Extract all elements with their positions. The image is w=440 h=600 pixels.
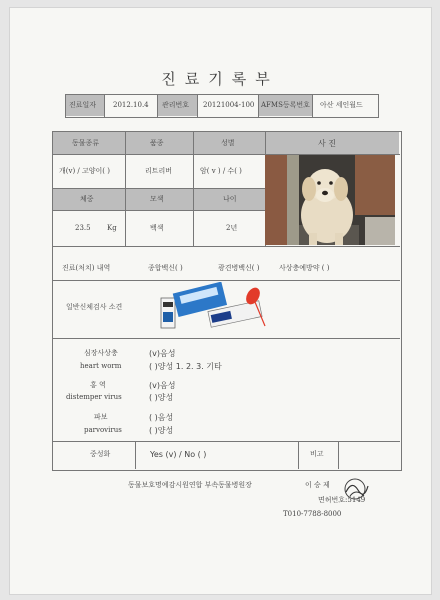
divider xyxy=(197,94,198,117)
rule xyxy=(52,280,400,281)
date-value: 2012.10.4 xyxy=(113,101,149,109)
issuer-name: 이 승 제 xyxy=(305,481,330,489)
remarks-label: 비고 xyxy=(310,450,324,458)
date-label: 진료일자 xyxy=(69,101,97,109)
divider xyxy=(157,94,158,117)
parvo-label-kr: 파보 xyxy=(94,413,108,421)
test-kit-image xyxy=(157,282,269,332)
divider xyxy=(193,131,194,246)
heartworm-label-kr: 심장사상충 xyxy=(84,349,118,357)
mgmt-value: 20121004-100 xyxy=(203,101,255,109)
dog-image xyxy=(265,155,395,245)
coat-label: 모색 xyxy=(150,195,164,203)
divider xyxy=(258,94,259,117)
weight-label: 체중 xyxy=(80,195,94,203)
afms-value: 아산 세인월드 xyxy=(320,101,363,109)
rabies-vaccine: 광견병백신( ) xyxy=(218,264,260,272)
document-title: 진료기록부 xyxy=(161,70,279,88)
species-value: 개(v) / 고양이( ) xyxy=(59,167,110,175)
distemper-negative: (v)음성 xyxy=(149,381,176,390)
divider xyxy=(125,131,126,246)
breed-value: 리트리버 xyxy=(145,167,173,175)
treatment-label: 진료(처치) 내역 xyxy=(62,264,111,272)
neuter-label: 중성화 xyxy=(90,450,111,458)
photo-label: 사 진 xyxy=(318,139,336,148)
parvo-label-en: parvovirus xyxy=(84,426,122,434)
divider xyxy=(312,94,313,117)
parvo-positive: ( )양성 xyxy=(149,426,174,435)
sex-label: 성별 xyxy=(221,139,235,147)
weight-value: 23.5 xyxy=(75,224,91,232)
sex-value: 암( v ) / 수( ) xyxy=(200,167,242,175)
combo-vaccine: 종합백신( ) xyxy=(148,264,183,272)
weight-unit: Kg xyxy=(107,224,117,232)
age-label: 나이 xyxy=(223,195,237,203)
divider xyxy=(298,441,299,469)
dog-photo xyxy=(265,155,395,245)
distemper-label-kr: 홍 역 xyxy=(90,381,106,389)
afms-label: AFMS등록번호 xyxy=(261,101,310,109)
rule xyxy=(52,441,400,442)
heartworm-positive: ( )양성 1. 2. 3. 기타 xyxy=(149,362,222,371)
heartworm-negative: (v)음성 xyxy=(149,349,176,358)
breed-label: 품종 xyxy=(150,139,164,147)
filaria-prevention: 사상충예방약 ( ) xyxy=(279,264,330,272)
rule xyxy=(52,246,400,247)
exam-label: 일반신체검사 소견 xyxy=(66,303,123,311)
mgmt-label: 관리번호 xyxy=(162,101,190,109)
divider xyxy=(338,441,339,469)
rule xyxy=(52,338,400,339)
license-number: 면허번호:5149 xyxy=(318,496,366,504)
distemper-label-en: distemper virus xyxy=(66,393,122,401)
rule xyxy=(52,188,265,189)
divider xyxy=(104,94,105,117)
parvo-negative: ( )음성 xyxy=(149,413,174,422)
species-label: 동물종류 xyxy=(72,139,100,147)
phone-number: T010-7788-8000 xyxy=(283,510,342,518)
divider xyxy=(135,441,136,469)
rule xyxy=(52,210,265,211)
distemper-positive: ( )양성 xyxy=(149,393,174,402)
heartworm-label-en: heart worm xyxy=(80,362,122,370)
neuter-value: Yes (v) / No ( ) xyxy=(150,450,207,459)
issuer-text: 동물보호명예감시원연합 부속동물병원장 xyxy=(128,481,252,489)
age-value: 2년 xyxy=(226,224,238,232)
coat-value: 백색 xyxy=(150,224,164,232)
